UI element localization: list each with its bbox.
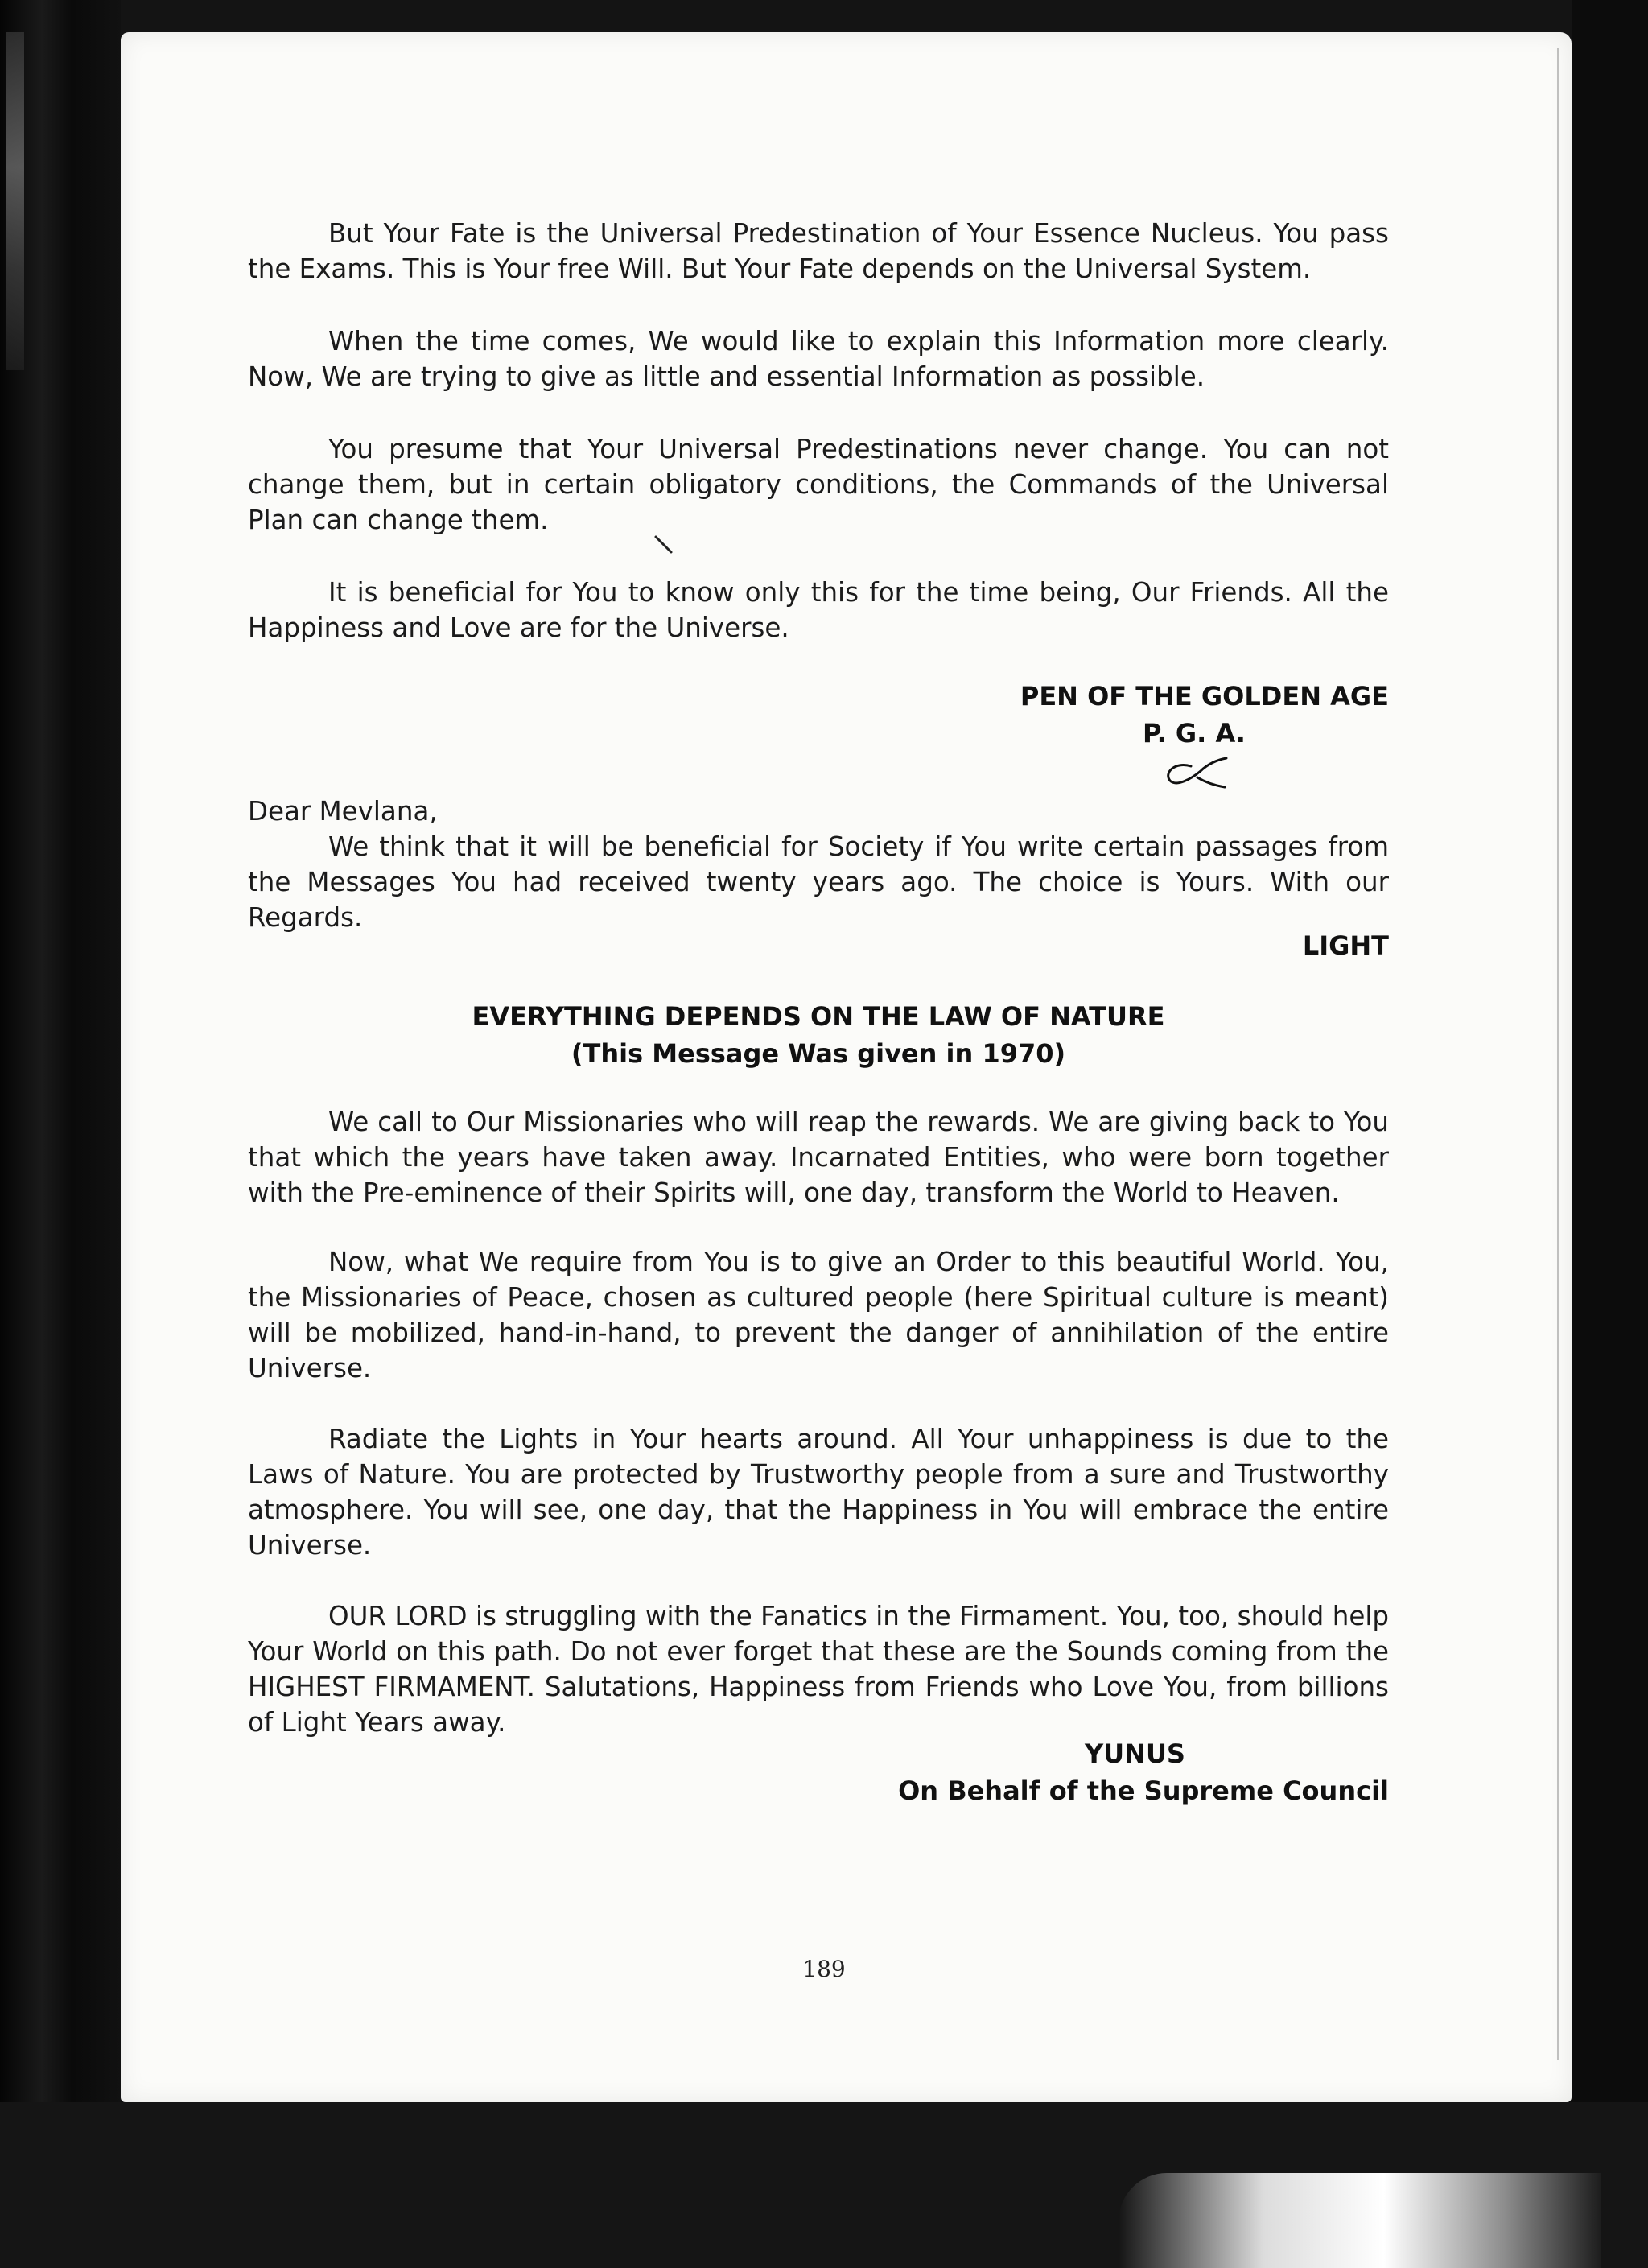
- letter-salutation: Dear Mevlana,: [248, 796, 438, 827]
- signature-supreme-council: On Behalf of the Supreme Council: [898, 1775, 1389, 1806]
- pga-emblem-glyph-icon: [1159, 755, 1231, 792]
- spine-highlight: [6, 32, 24, 370]
- signature-pga-title: PEN OF THE GOLDEN AGE: [1020, 681, 1389, 711]
- stray-pen-mark: [653, 534, 674, 555]
- section-subheading: (This Message Was given in 1970): [571, 1038, 1066, 1069]
- scan-glare: [1119, 2173, 1601, 2268]
- paragraph-missionaries: We call to Our Missionaries who will reap the rewards. We are giving back to You that which the years have taken away. Incarnated Entities, who were born together with the Pre-eminence of their Spirits will, one day, transform the World to Heaven.: [248, 1107, 1389, 1208]
- signature-yunus: YUNUS: [1085, 1738, 1185, 1769]
- signature-pga-initials: P. G. A.: [1143, 718, 1246, 748]
- scan-right-border: [1572, 0, 1648, 2268]
- paragraph-our-lord: OUR LORD is struggling with the Fanatics in the Firmament. You, too, should help Your World on this path. Do not ever forget that these are the Sounds coming from the HIGHEST FIRMAMENT. Salutations, Happiness from Friends who Love You, from billions of Light Years away.: [248, 1601, 1389, 1738]
- page-number: 189: [802, 1956, 846, 1982]
- page-edge-line: [1557, 48, 1559, 2060]
- paragraph-radiate: Radiate the Lights in Your hearts around. All Your unhappiness is due to the Laws of Nature. You are protected by Trustworthy people from a sure and Trustworthy atmosphere. You will see, one day, that the Happiness in You will embrace the entire Universe.: [248, 1424, 1389, 1561]
- letter-body: We think that it will be beneficial for Society if You write certain passages from the Messages You had received twenty years ago. The choice is Yours. With our Regards.: [248, 831, 1389, 933]
- signature-light: LIGHT: [1302, 930, 1389, 961]
- paragraph-explain: When the time comes, We would like to explain this Information more clearly. Now, We are trying to give as little and essential Information as possible.: [248, 326, 1389, 392]
- paragraph-predestinations: You presume that Your Universal Predestinations never change. You can not change them, but in certain obligatory conditions, the Commands of the Universal Plan can change them.: [248, 434, 1389, 535]
- paragraph-fate: But Your Fate is the Universal Predestination of Your Essence Nucleus. You pass the Exams. This is Your free Will. But Your Fate depends on the Universal System.: [248, 218, 1389, 284]
- section-heading: EVERYTHING DEPENDS ON THE LAW OF NATURE: [472, 1001, 1165, 1032]
- paragraph-order: Now, what We require from You is to give an Order to this beautiful World. You, the Missionaries of Peace, chosen as cultured people (here Spiritual culture is meant) will be mobilized, hand-in-hand, to prevent the danger of annihilation of the entire Universe.: [248, 1247, 1389, 1383]
- paragraph-beneficial: It is beneficial for You to know only this for the time being, Our Friends. All the Happiness and Love are for the Universe.: [248, 577, 1389, 643]
